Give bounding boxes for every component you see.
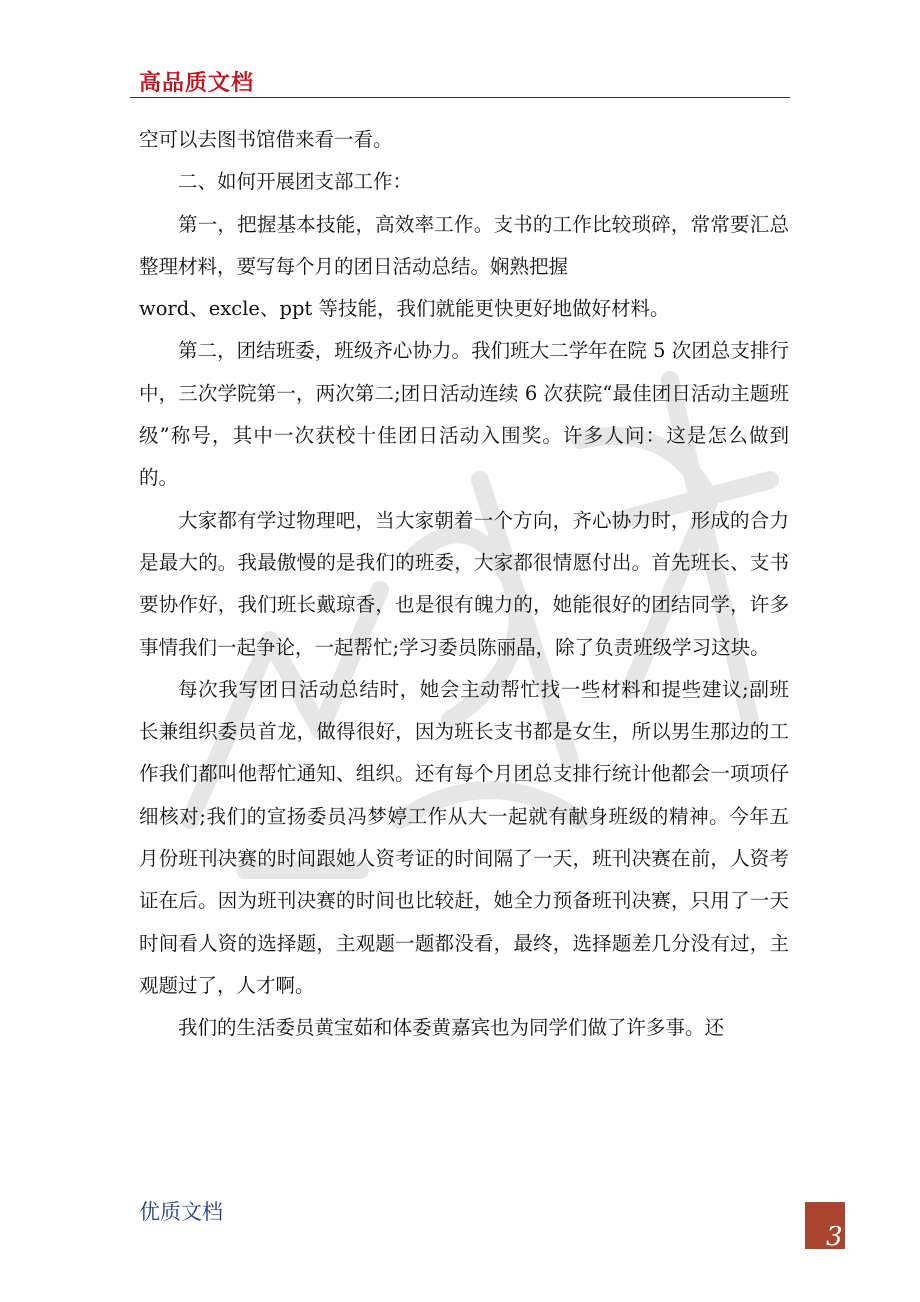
paragraph-8: 我们的生活委员黄宝茹和体委黄嘉宾也为同学们做了许多事。还 — [178, 1016, 725, 1040]
paragraph-1: 空可以去图书馆借来看一看。 — [139, 128, 393, 151]
paragraph-3: 第一，把握基本技能，高效率工作。支书的工作比较琐碎，常常要汇总整理材料，要写每个月的团日活动总结。娴熟把握 — [139, 212, 789, 278]
paragraph-2: 二、如何开展团支部工作： — [178, 170, 413, 194]
paragraph-6: 大家都有学过物理吧，当大家朝着一个方向，齐心协力时，形成的合力是最大的。我最傲慢的是我们的班委，大家都很情愿付出。首先班长、支书要协作好，我们班长戴琼香，也是很有魄力的，她能很好的团结同学，许多事情我们一起争论，一起帮忙;学习委员陈丽晶，除了负责班级学习这块。 — [139, 508, 789, 659]
document-body — [139, 119, 789, 1050]
paragraph-5: 第二，团结班委，班级齐心协力。我们班大二学年在院 5 次团总支排行中，三次学院第一，两次第二;团日活动连续 6 次获院“最佳团日活动主题班级”称号，其中一次获校十佳团日活动入围奖。许多人问：这是怎么做到的。 — [139, 339, 789, 490]
paragraph-4: word、excle、ppt 等技能，我们就能更快更好地做好材料。 — [139, 297, 670, 321]
header-title: 高品质文档 — [139, 71, 255, 96]
paragraph-7: 每次我写团日活动总结时，她会主动帮忙找一些材料和提些建议;副班长兼组织委员首龙，做得很好，因为班长支书都是女生，所以男生那边的工作我们都叫他帮忙通知、组织。还有每个月团总支排行统计他都会一项项仔细核对;我们的宣扬委员冯梦婷工作从大一起就有献身班级的精神。今年五月份班刊决赛的时间跟她人资考证的时间隔了一天，班刊决赛在前，人资考证在后。因为班刊决赛的时间也比较赶，她全力预备班刊决赛，只用了一天时间看人资的选择题，主观题一题都没看，最终，选择题差几分没有过，主观题过了，人才啊。 — [139, 677, 789, 997]
header-divider — [130, 97, 790, 98]
page-number: 3 — [826, 1222, 843, 1252]
footer-title: 优质文档 — [139, 1200, 223, 1224]
